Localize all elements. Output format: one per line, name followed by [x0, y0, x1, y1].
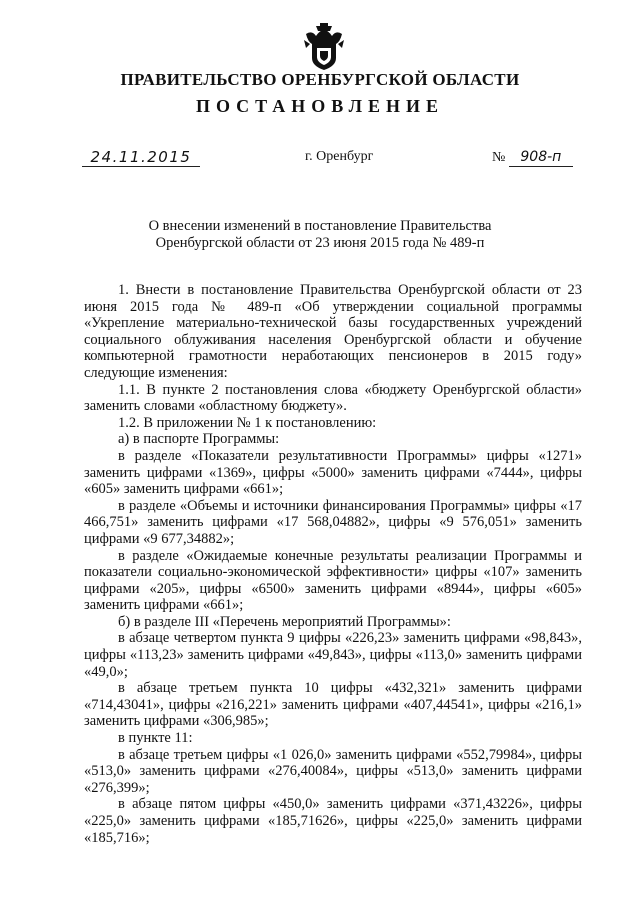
paragraph: в разделе «Показатели результативности Программы» цифры «1271» заменить цифрами «1369», цифры «5000» заменить цифрами «7444», цифры «605» заменить цифрами «661»;: [84, 447, 582, 498]
paragraph: в разделе «Ожидаемые конечные результаты реализации Программы и показатели социально-экономической эффективности» цифры «107» заменить цифрами «205», цифры «6500» заменить цифрами «8944», цифры «605» заменить цифрами «661»;: [84, 547, 582, 614]
decree-number: [492, 148, 573, 167]
paragraph: 1.2. В приложении № 1 к постановлению:: [118, 414, 377, 431]
document-type: ПОСТАНОВЛЕНИЕ: [195, 96, 445, 116]
paragraph: б) в разделе III «Перечень мероприятий Программы»:: [118, 613, 451, 630]
paragraph: в абзаце третьем цифры «1 026,0» заменить цифрами «552,79984», цифры «513,0» заменить цифрами «276,40084», цифры «513,0» заменить цифрами «276,399»;: [84, 746, 582, 796]
decree-date: 24.11.2015: [82, 148, 200, 167]
number-label: №: [492, 150, 506, 165]
paragraph: в абзаце четвертом пункта 9 цифры «226,23» заменить цифрами «98,843», цифры «113,23» заменить цифрами «49,843», цифры «113,0» заменить цифрами «49,0»;: [84, 630, 582, 680]
paragraph: 1.1. В пункте 2 постановления слова «бюджету Оренбургской области» заменить словами «областному бюджету».: [84, 381, 582, 415]
paragraph: а) в паспорте Программы:: [118, 431, 280, 448]
government-name: ПРАВИТЕЛЬСТВО ОРЕНБУРГСКОЙ ОБЛАСТИ: [120, 70, 520, 89]
subject-line: О внесении изменений в постановление Правительства: [148, 218, 492, 234]
decree-body: [84, 282, 582, 846]
paragraph: в пункте 11:: [118, 730, 193, 747]
paragraph: в разделе «Объемы и источники финансирования Программы» цифры «17 466,751» заменить цифрами «17 568,04882», цифры «9 576,051» заменить цифрами «9 677,34882»;: [84, 497, 582, 547]
paragraph: в абзаце третьем пункта 10 цифры «432,321» заменить цифрами «714,43041», цифры «216,221» заменить цифрами «407,44541», цифры «216,1» заменить цифрами «306,985»;: [84, 680, 582, 730]
paragraph: в абзаце пятом цифры «450,0» заменить цифрами «371,43226», цифры «225,0» заменить цифрами «185,71626», цифры «225,0» заменить цифрами «185,716»;: [84, 796, 582, 846]
decree-city: г. Оренбург: [305, 149, 374, 164]
paragraph: 1. Внести в постановление Правительства Оренбургской области от 23 июня 2015 года № 489-п «Об утверждении социальной программы «Укрепление материально-технической базы государственных учреждений социального облуживания населения Оренбургской области и обучение компьютерной грамотности неработающих пенсионеров в 2015 году» следующие изменения:: [84, 282, 582, 381]
decree-subject: [0, 218, 640, 252]
number-value: 908-п: [509, 148, 573, 167]
subject-line: Оренбургской области от 23 июня 2015 года № 489-п: [155, 235, 485, 251]
coat-of-arms-icon: [302, 20, 346, 72]
